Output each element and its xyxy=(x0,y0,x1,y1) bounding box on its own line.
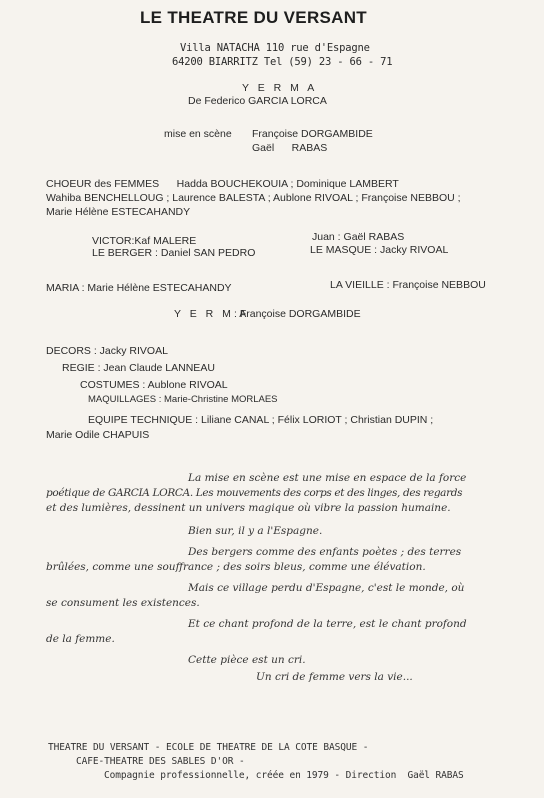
crew-equipe-line-1: EQUIPE TECHNIQUE : Liliane CANAL ; Félix LORIOT ; Christian DUPIN ; xyxy=(88,414,434,426)
direction-label: mise en scène xyxy=(164,128,232,140)
text-p1-line-1: La mise en scène est une mise en espace de la force xyxy=(188,472,467,484)
crew-decors: DECORS : Jacky RIVOAL xyxy=(46,345,168,357)
crew-regie: REGIE : Jean Claude LANNEAU xyxy=(62,362,215,374)
text-p1-line-3: et des lumières, dessinent un univers magique où vibre la passion humaine. xyxy=(46,502,451,514)
crew-costumes: COSTUMES : Aublone RIVOAL xyxy=(80,379,228,391)
role-vieille: LA VIEILLE : Françoise NEBBOU xyxy=(330,279,486,291)
chorus-line-3: Marie Hélène ESTECAHANDY xyxy=(46,206,191,218)
text-p5-line-1: Et ce chant profond de la terre, est le chant profond xyxy=(188,618,467,630)
crew-maquillages: MAQUILLAGES : Marie-Christine MORLAES xyxy=(88,394,278,405)
footer-line-3: Compagnie professionnelle, créée en 1979 - Direction Gaël RABAS xyxy=(104,770,464,781)
address-line-2: 64200 BIARRITZ Tel (59) 23 - 66 - 71 xyxy=(172,56,393,68)
text-p7: Un cri de femme vers la vie... xyxy=(256,671,413,683)
role-berger: LE BERGER : Daniel SAN PEDRO xyxy=(92,247,256,259)
text-p4-line-1: Mais ce village perdu d'Espagne, c'est le monde, où xyxy=(188,582,465,594)
text-p2: Bien sur, il y a l'Espagne. xyxy=(188,525,323,537)
play-author: De Federico GARCIA LORCA xyxy=(188,95,327,107)
text-p4-line-2: se consument les existences. xyxy=(46,597,200,609)
footer-line-2: CAFE-THEATRE DES SABLES D'OR - xyxy=(76,756,245,767)
chorus-line-2: Wahiba BENCHELLOUG ; Laurence BALESTA ; Aublone RIVOAL ; Françoise NEBBOU ; xyxy=(46,192,461,204)
role-yerma-label: Y E R M A xyxy=(174,308,250,320)
chorus-line-1: CHOEUR des FEMMES Hadda BOUCHEKOUIA ; Dominique LAMBERT xyxy=(46,178,399,190)
role-maria: MARIA : Marie Hélène ESTECAHANDY xyxy=(46,282,232,294)
director-1: Françoise DORGAMBIDE xyxy=(252,128,373,140)
text-p5-line-2: de la femme. xyxy=(46,633,115,645)
role-yerma-actor: : Françoise DORGAMBIDE xyxy=(234,308,361,320)
play-title: Y E R M A xyxy=(242,82,318,94)
company-title: LE THEATRE DU VERSANT xyxy=(140,8,367,27)
text-p1-line-2: poétique de GARCIA LORCA. Les mouvements des corps et des linges, des regards xyxy=(46,487,463,499)
crew-equipe-line-2: Marie Odile CHAPUIS xyxy=(46,429,150,441)
text-p3-line-2: brûlées, comme une souffrance ; des soirs bleus, comme une élévation. xyxy=(46,561,426,573)
footer-line-1: THEATRE DU VERSANT - ECOLE DE THEATRE DE LA COTE BASQUE - xyxy=(48,742,369,753)
role-juan: Juan : Gaël RABAS xyxy=(312,231,405,243)
address-line-1: Villa NATACHA 110 rue d'Espagne xyxy=(180,42,370,54)
director-2: Gaël RABAS xyxy=(252,142,328,154)
text-p3-line-1: Des bergers comme des enfants poètes ; des terres xyxy=(188,546,462,558)
role-victor: VICTOR:Kaf MALERE xyxy=(92,235,197,247)
role-masque: LE MASQUE : Jacky RIVOAL xyxy=(310,244,449,256)
text-p6: Cette pièce est un cri. xyxy=(188,654,306,666)
